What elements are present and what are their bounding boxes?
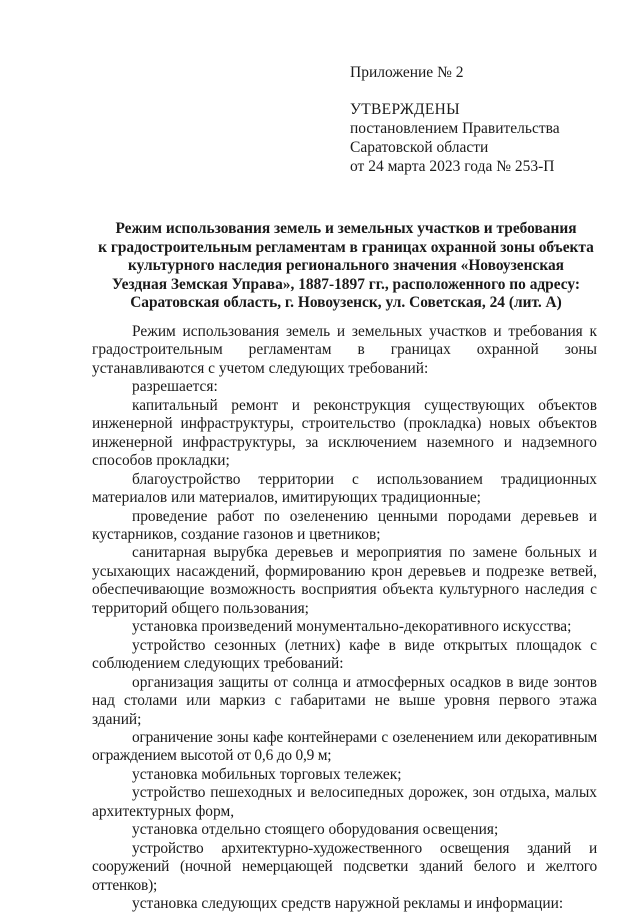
approved-heading: УТВЕРЖДЕНЫ — [350, 101, 460, 118]
approval-line: от 24 марта 2023 года № 253-П — [350, 158, 555, 175]
body-paragraph: организация защиты от солнца и атмосферных осадков в виде зонтов над столами или маркиз с габаритами не выше уровня первого этажа зданий; — [92, 673, 597, 728]
approval-line: Саратовской области — [350, 139, 489, 156]
appendix-label: Приложение № 2 — [350, 64, 464, 81]
body-paragraph: установка отдельно стоящего оборудования освещения; — [132, 821, 499, 839]
body-paragraph: Режим использования земель и земельных участков и требования к градостроительным регламентам в границах охранной зоны устанавливаются с учетом следующих требований: — [92, 323, 597, 377]
body-paragraph: установка произведений монументально-декоративного искусства; — [132, 618, 572, 636]
body-paragraph: устройство пешеходных и велосипедных дорожек, зон отдыха, малых архитектурных форм, — [92, 784, 597, 820]
body-paragraph: разрешается: — [132, 378, 218, 396]
body-paragraph: санитарная вырубка деревьев и мероприятия по замене больных и усыхающих насаждений, формированию крон деревьев и подрезке ветвей, обеспечивающие возможность восприятия объекта культурного наследия с территорий общего пользования; — [92, 544, 597, 617]
title-line: культурного наследия регионального значения «Новоузенская — [128, 257, 564, 274]
document-body — [92, 323, 597, 914]
body-paragraph: установка мобильных торговых тележек; — [132, 765, 402, 783]
body-paragraph: устройство сезонных (летних) кафе в виде открытых площадок с соблюдением следующих требований: — [92, 636, 597, 673]
body-paragraph: ограничение зоны кафе контейнерами с озеленением или декоративным ограждением высотой от 0,6 до 0,9 м; — [92, 728, 597, 765]
body-paragraph: устройство архитектурно-художественного освещения зданий и сооружений (ночной немерцающей подсветки зданий белого и желтого оттенков); — [92, 839, 597, 894]
approval-line: постановлением Правительства — [350, 120, 560, 137]
title-line: к градостроительным регламентам в границах охранной зоны объекта — [98, 238, 594, 256]
body-paragraph: капитальный ремонт и реконструкция существующих объектов инженерной инфраструктуры, строительство (прокладка) новых объектов инженерной инфраструктуры, за исключением наземного и надземного способов прокладки; — [92, 396, 597, 470]
body-paragraph: благоустройство территории с использованием традиционных материалов или материалов, имитирующих традиционные; — [92, 470, 597, 507]
title-line: Саратовская область, г. Новоузенск, ул. Советская, 24 (лит. А) — [130, 294, 562, 311]
body-paragraph: установка следующих средств наружной рекламы и информации: — [132, 895, 564, 913]
document-title — [86, 220, 606, 313]
title-line: Уездная Земская Управа», 1887-1897 гг., расположенного по адресу: — [111, 275, 580, 293]
approval-block — [350, 63, 620, 176]
title-line: Режим использования земель и земельных участков и требования — [115, 220, 577, 237]
body-paragraph: проведение работ по озеленению ценными породами деревьев и кустарников, создание газонов и цветников; — [92, 507, 597, 543]
